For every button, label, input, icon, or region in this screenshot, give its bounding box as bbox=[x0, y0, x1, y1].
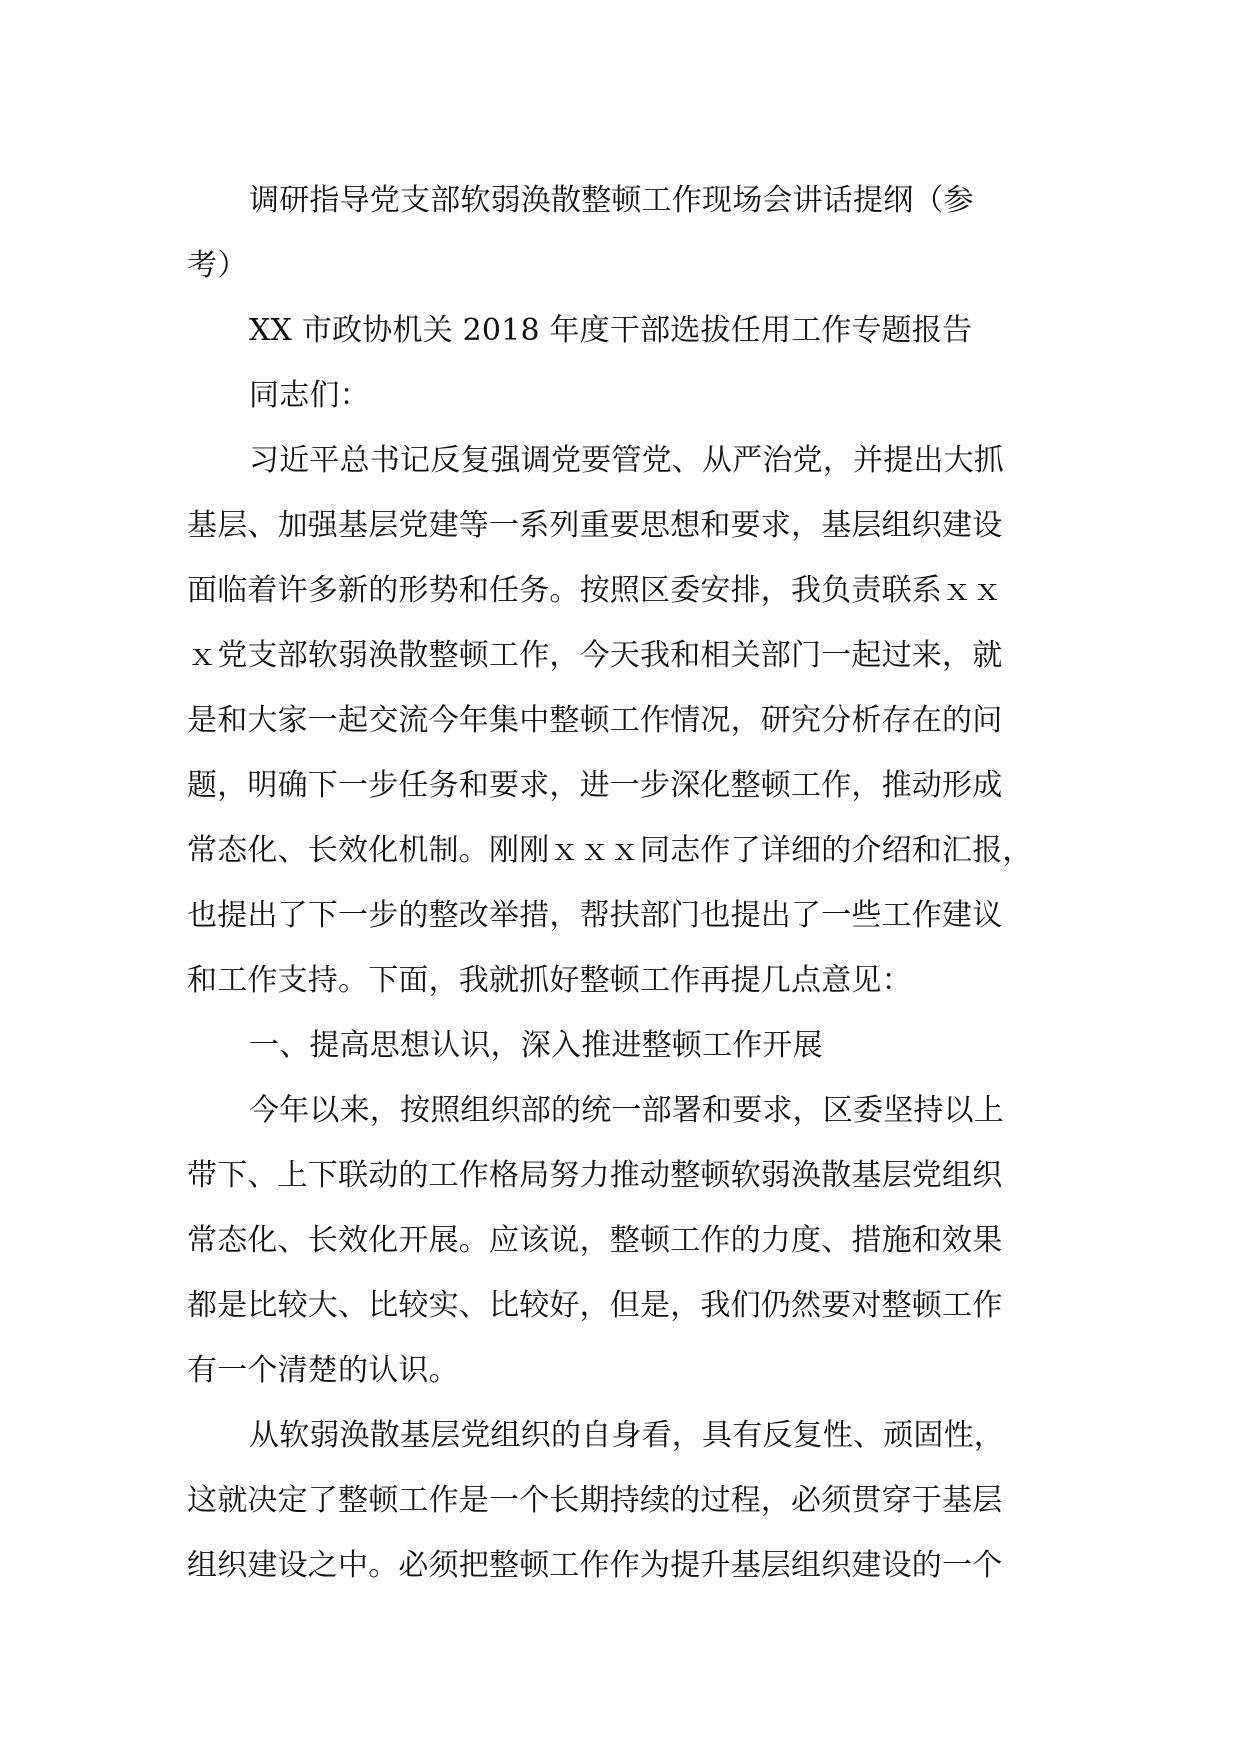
paragraph-1-line-8: 也提出了下一步的整改举措，帮扶部门也提出了一些工作建议 bbox=[187, 898, 1003, 933]
paragraph-2-line-4: 都是比较大、比较实、比较好，但是，我们仍然要对整顿工作 bbox=[187, 1288, 1003, 1323]
subtitle-line: XX 市政协机关 2018 年度干部选拔任用工作专题报告 bbox=[249, 313, 973, 348]
paragraph-1-line-2: 基层、加强基层党建等一系列重要思想和要求，基层组织建设 bbox=[187, 508, 1003, 543]
salutation: 同志们： bbox=[249, 378, 370, 413]
paragraph-2-line-2: 带下、上下联动的工作格局努力推动整顿软弱涣散基层党组织 bbox=[187, 1158, 1003, 1193]
paragraph-2-line-5: 有一个清楚的认识。 bbox=[187, 1353, 459, 1388]
document-body bbox=[187, 168, 1057, 1598]
paragraph-1-line-6: 题，明确下一步任务和要求，进一步深化整顿工作，推动形成 bbox=[187, 768, 1003, 803]
paragraph-2-line-1: 今年以来，按照组织部的统一部署和要求，区委坚持以上 bbox=[249, 1093, 1004, 1128]
paragraph-1-line-3: 面临着许多新的形势和任务。按照区委安排，我负责联系ｘｘ bbox=[187, 573, 1003, 608]
paragraph-1-line-9: 和工作支持。下面，我就抓好整顿工作再提几点意见： bbox=[187, 963, 912, 998]
paragraph-2-line-3: 常态化、长效化开展。应该说，整顿工作的力度、措施和效果 bbox=[187, 1223, 1003, 1258]
section-heading-1: 一、提高思想认识，深入推进整顿工作开展 bbox=[249, 1028, 823, 1063]
paragraph-1-line-7: 常态化、长效化机制。刚刚ｘｘｘ同志作了详细的介绍和汇报， bbox=[187, 833, 1033, 868]
title-line-2: 考） bbox=[187, 248, 248, 283]
paragraph-3-line-1: 从软弱涣散基层党组织的自身看，具有反复性、顽固性， bbox=[249, 1418, 1004, 1453]
paragraph-1-line-5: 是和大家一起交流今年集中整顿工作情况，研究分析存在的问 bbox=[187, 703, 1003, 738]
paragraph-1-line-1: 习近平总书记反复强调党要管党、从严治党，并提出大抓 bbox=[249, 443, 1004, 478]
title-line-1: 调研指导党支部软弱涣散整顿工作现场会讲话提纲（参 bbox=[249, 183, 974, 218]
paragraph-3-line-3: 组织建设之中。必须把整顿工作作为提升基层组织建设的一个 bbox=[187, 1548, 1003, 1583]
paragraph-3-line-2: 这就决定了整顿工作是一个长期持续的过程，必须贯穿于基层 bbox=[187, 1483, 1003, 1518]
paragraph-1-line-4: ｘ党支部软弱涣散整顿工作，今天我和相关部门一起过来，就 bbox=[187, 638, 1003, 673]
